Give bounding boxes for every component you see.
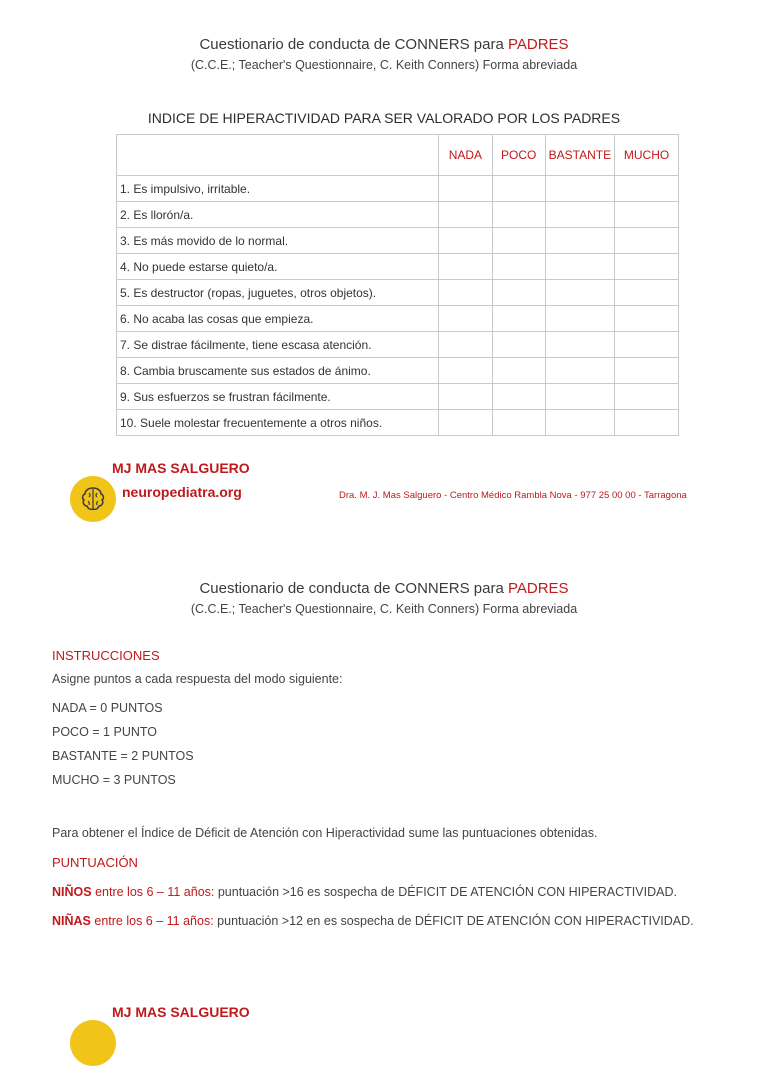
answer-cell[interactable] [545, 228, 614, 254]
table-row [117, 280, 679, 306]
column-header-poco: POCO [492, 135, 545, 176]
table-header-row [117, 135, 679, 176]
table-row [117, 306, 679, 332]
answer-cell[interactable] [492, 332, 545, 358]
score-heading: PUNTUACIÓN [52, 855, 138, 870]
score-line: MUCHO = 3 PUNTOS [52, 773, 176, 787]
answer-cell[interactable] [615, 306, 679, 332]
item-label: 7. Se distrae fácilmente, tiene escasa atención. [117, 332, 439, 358]
answer-cell[interactable] [615, 410, 679, 436]
page-subtitle-2: (C.C.E.; Teacher's Questionnaire, C. Keith Conners) Forma abreviada [190, 602, 578, 616]
answer-cell[interactable] [492, 228, 545, 254]
boys-text: puntuación >16 es sospecha de DÉFICIT DE ATENCIÓN CON HIPERACTIVIDAD. [217, 885, 677, 899]
title-prefix: Cuestionario de conducta de CONNERS para [199, 580, 504, 597]
girls-text: puntuación >12 en es sospecha de DÉFICIT DE ATENCIÓN CON HIPERACTIVIDAD. [217, 914, 694, 928]
footer-contact: Dra. M. J. Mas Salguero - Centro Médico Rambla Nova - 977 25 00 00 - Tarragona [339, 490, 687, 501]
answer-cell[interactable] [438, 384, 492, 410]
table-row [117, 358, 679, 384]
answer-cell[interactable] [545, 410, 614, 436]
table-heading: INDICE DE HIPERACTIVIDAD PARA SER VALORADO POR LOS PADRES [147, 110, 621, 126]
answer-cell[interactable] [492, 280, 545, 306]
item-label: 5. Es destructor (ropas, juguetes, otros objetos). [117, 280, 439, 306]
table-row [117, 228, 679, 254]
answer-cell[interactable] [545, 202, 614, 228]
instructions-text: Asigne puntos a cada respuesta del modo siguiente: [52, 672, 343, 686]
answer-cell[interactable] [615, 384, 679, 410]
answer-cell[interactable] [545, 306, 614, 332]
questionnaire-table [116, 134, 679, 436]
title-prefix: Cuestionario de conducta de CONNERS para [199, 36, 504, 53]
score-line: BASTANTE = 2 PUNTOS [52, 749, 194, 763]
answer-cell[interactable] [438, 202, 492, 228]
item-label: 4. No puede estarse quieto/a. [117, 254, 439, 280]
table-row [117, 332, 679, 358]
item-label: 10. Suele molestar frecuentemente a otros niños. [117, 410, 439, 436]
brand-block-2 [70, 1004, 270, 1064]
table-row [117, 254, 679, 280]
answer-cell[interactable] [492, 306, 545, 332]
answer-cell[interactable] [492, 358, 545, 384]
item-label: 6. No acaba las cosas que empieza. [117, 306, 439, 332]
column-header-bastante: BASTANTE [545, 135, 614, 176]
table-row [117, 410, 679, 436]
score-line: POCO = 1 PUNTO [52, 725, 158, 739]
brain-icon [70, 476, 116, 522]
answer-cell[interactable] [545, 176, 614, 202]
answer-cell[interactable] [615, 228, 679, 254]
answer-cell[interactable] [545, 280, 614, 306]
answer-cell[interactable] [438, 176, 492, 202]
girls-criteria [52, 914, 694, 928]
answer-cell[interactable] [492, 254, 545, 280]
answer-cell[interactable] [438, 306, 492, 332]
girls-label: NIÑAS [52, 914, 91, 928]
answer-cell[interactable] [615, 254, 679, 280]
answer-cell[interactable] [438, 332, 492, 358]
item-label: 3. Es más movido de lo normal. [117, 228, 439, 254]
boys-criteria [52, 885, 677, 899]
table-row [117, 202, 679, 228]
item-label: 2. Es llorón/a. [117, 202, 439, 228]
brand-name: MJ MAS SALGUERO [112, 1004, 250, 1020]
answer-cell[interactable] [438, 254, 492, 280]
brand-site-link[interactable]: neuropediatra.org [122, 484, 242, 500]
item-label: 9. Sus esfuerzos se frustran fácilmente. [117, 384, 439, 410]
page-subtitle: (C.C.E.; Teacher's Questionnaire, C. Keith Conners) Forma abreviada [190, 58, 578, 72]
header-empty-cell [117, 135, 439, 176]
boys-label: NIÑOS [52, 885, 92, 899]
answer-cell[interactable] [615, 176, 679, 202]
answer-cell[interactable] [438, 410, 492, 436]
table-row [117, 176, 679, 202]
answer-cell[interactable] [545, 384, 614, 410]
index-text: Para obtener el Índice de Déficit de Atención con Hiperactividad sume las puntuaciones obtenidas. [52, 826, 598, 840]
answer-cell[interactable] [545, 358, 614, 384]
page-title [0, 36, 768, 53]
brand-name: MJ MAS SALGUERO [112, 460, 250, 476]
item-label: 8. Cambia bruscamente sus estados de ánimo. [117, 358, 439, 384]
answer-cell[interactable] [615, 280, 679, 306]
answer-cell[interactable] [438, 280, 492, 306]
column-header-mucho: MUCHO [615, 135, 679, 176]
answer-cell[interactable] [545, 254, 614, 280]
answer-cell[interactable] [615, 202, 679, 228]
table-row [117, 384, 679, 410]
answer-cell[interactable] [492, 176, 545, 202]
answer-cell[interactable] [492, 384, 545, 410]
item-label: 1. Es impulsivo, irritable. [117, 176, 439, 202]
boys-range: entre los 6 – 11 años: [95, 885, 215, 899]
column-header-nada: NADA [438, 135, 492, 176]
answer-cell[interactable] [615, 358, 679, 384]
answer-cell[interactable] [492, 410, 545, 436]
page-title-2 [0, 580, 768, 597]
title-highlight: PADRES [507, 36, 569, 53]
answer-cell[interactable] [438, 228, 492, 254]
brain-icon [70, 1020, 116, 1066]
brand-block [70, 460, 270, 520]
answer-cell[interactable] [615, 332, 679, 358]
instructions-heading: INSTRUCCIONES [52, 648, 160, 663]
answer-cell[interactable] [438, 358, 492, 384]
score-line: NADA = 0 PUNTOS [52, 701, 163, 715]
answer-cell[interactable] [545, 332, 614, 358]
girls-range: entre los 6 – 11 años: [94, 914, 214, 928]
answer-cell[interactable] [492, 202, 545, 228]
title-highlight: PADRES [507, 580, 569, 597]
